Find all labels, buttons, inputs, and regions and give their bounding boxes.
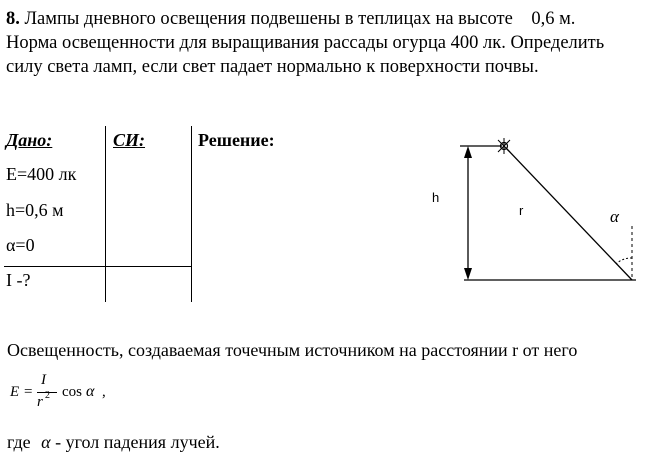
solution-header: Решение:	[198, 130, 275, 150]
problem-statement	[6, 7, 646, 79]
problem-number: 8.	[6, 9, 20, 29]
line2-prefix: где	[7, 432, 31, 452]
illuminance-formula	[10, 372, 150, 416]
problem-line-1	[6, 7, 646, 31]
given-header: Дано:	[6, 130, 53, 150]
si-header: СИ:	[113, 130, 146, 150]
problem-line-3: силу света ламп, если свет падает нормально к поверхности почвы.	[6, 57, 539, 77]
formula-eq: =	[24, 384, 33, 400]
geometry-diagram	[420, 130, 650, 290]
height-arrow	[464, 146, 472, 280]
table-divider-2	[191, 126, 192, 302]
given-item-E: E=400 лк	[6, 164, 77, 184]
problem-text-1: Лампы дневного освещения подвешены в теплицах на высоте 0,6 м.	[24, 9, 576, 29]
line2-alpha: α	[41, 432, 51, 452]
label-alpha: α	[610, 207, 619, 226]
line2-suffix: - угол падения лучей.	[55, 432, 220, 452]
label-h: h	[432, 190, 440, 205]
solution-line-1: Освещенность, создаваемая точечным источником на расстоянии r от него	[7, 340, 578, 360]
solution-line-2	[7, 432, 220, 453]
label-r: r	[519, 203, 524, 218]
formula-lhs: E	[10, 384, 20, 400]
given-item-alpha: α=0	[6, 235, 35, 255]
table-find-separator	[4, 266, 192, 267]
formula-comma: ,	[102, 384, 106, 400]
formula-exponent: 2	[45, 390, 50, 401]
formula-denominator: r	[37, 394, 43, 410]
formula-cos: cos	[62, 384, 82, 400]
find-item-I: I -?	[6, 270, 31, 290]
formula-alpha: α	[86, 383, 95, 400]
formula-numerator: I	[41, 372, 46, 388]
angle-arc	[616, 258, 632, 264]
given-item-h: h=0,6 м	[6, 200, 64, 220]
table-divider-1	[105, 126, 106, 302]
problem-line-2: Норма освещенности для выращивания рассады огурца 400 лк. Определить	[6, 33, 605, 53]
